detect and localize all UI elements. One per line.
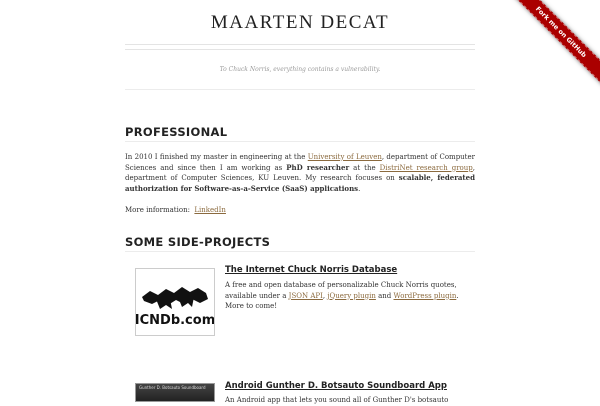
header-divider bbox=[125, 44, 475, 50]
linkedin-link[interactable]: LinkedIn bbox=[194, 206, 226, 214]
text-segment: . bbox=[358, 184, 361, 193]
json-api-link[interactable]: JSON API bbox=[288, 291, 323, 300]
text-segment: , bbox=[322, 291, 328, 300]
text-segment: , department of Computer Sciences, KU Leuven. My research focuses on bbox=[125, 163, 475, 182]
soundboard-description: An Android app that lets you sound all of Gunther D's botsauto bbox=[225, 396, 449, 404]
github-ribbon-container bbox=[505, 0, 600, 95]
tagline: To Chuck Norris, everything contains a vulnerability. bbox=[219, 66, 381, 73]
text-segment: . More to come! bbox=[225, 291, 459, 310]
tagline-divider bbox=[125, 89, 475, 90]
distrinet-link[interactable]: DistriNet research group bbox=[379, 163, 473, 172]
site-title[interactable]: MAARTEN DECAT bbox=[210, 12, 390, 33]
soundboard-title-link[interactable]: Android Gunther D. Botsauto Soundboard App bbox=[225, 381, 447, 391]
side-projects-heading: SOME SIDE-PROJECTS bbox=[125, 235, 271, 249]
icndb-description bbox=[225, 280, 475, 312]
jquery-plugin-link[interactable]: jQuery plugin bbox=[327, 291, 376, 300]
chuck-norris-silhouette-icon bbox=[136, 269, 214, 335]
more-information-line bbox=[125, 205, 475, 216]
professional-paragraph bbox=[125, 152, 475, 194]
soundboard-thumbnail-caption: Gunther D. Botsauto Soundboard bbox=[139, 385, 206, 390]
wordpress-plugin-link[interactable]: WordPress plugin bbox=[393, 291, 457, 300]
text-segment: In 2010 I finished my master in engineering at the bbox=[125, 153, 308, 161]
soundboard-thumbnail[interactable] bbox=[135, 383, 215, 402]
professional-heading: PROFESSIONAL bbox=[125, 125, 228, 139]
side-projects-divider bbox=[125, 251, 475, 252]
text-segment: at the bbox=[349, 163, 380, 172]
fork-on-github-ribbon[interactable]: Fork me on GitHub bbox=[505, 0, 600, 91]
icndb-logo-text: ICNDb.com bbox=[136, 313, 214, 328]
more-information-label: More information: bbox=[125, 206, 190, 214]
icndb-title-link[interactable]: The Internet Chuck Norris Database bbox=[225, 265, 398, 275]
text-segment: , department of Computer Sciences and since then I am working as bbox=[125, 153, 475, 172]
university-of-leuven-link[interactable]: University of Leuven bbox=[307, 153, 382, 161]
icndb-thumbnail[interactable] bbox=[135, 268, 215, 336]
research-focus-text: scalable, federated authorization for Software-as-a-Service (SaaS) applications bbox=[125, 173, 475, 193]
text-segment: and bbox=[375, 291, 394, 300]
phd-researcher-text: PhD researcher bbox=[286, 162, 350, 172]
text-segment: A free and open database of personalizable Chuck Norris quotes, available under a bbox=[225, 281, 457, 300]
professional-divider bbox=[125, 141, 475, 142]
